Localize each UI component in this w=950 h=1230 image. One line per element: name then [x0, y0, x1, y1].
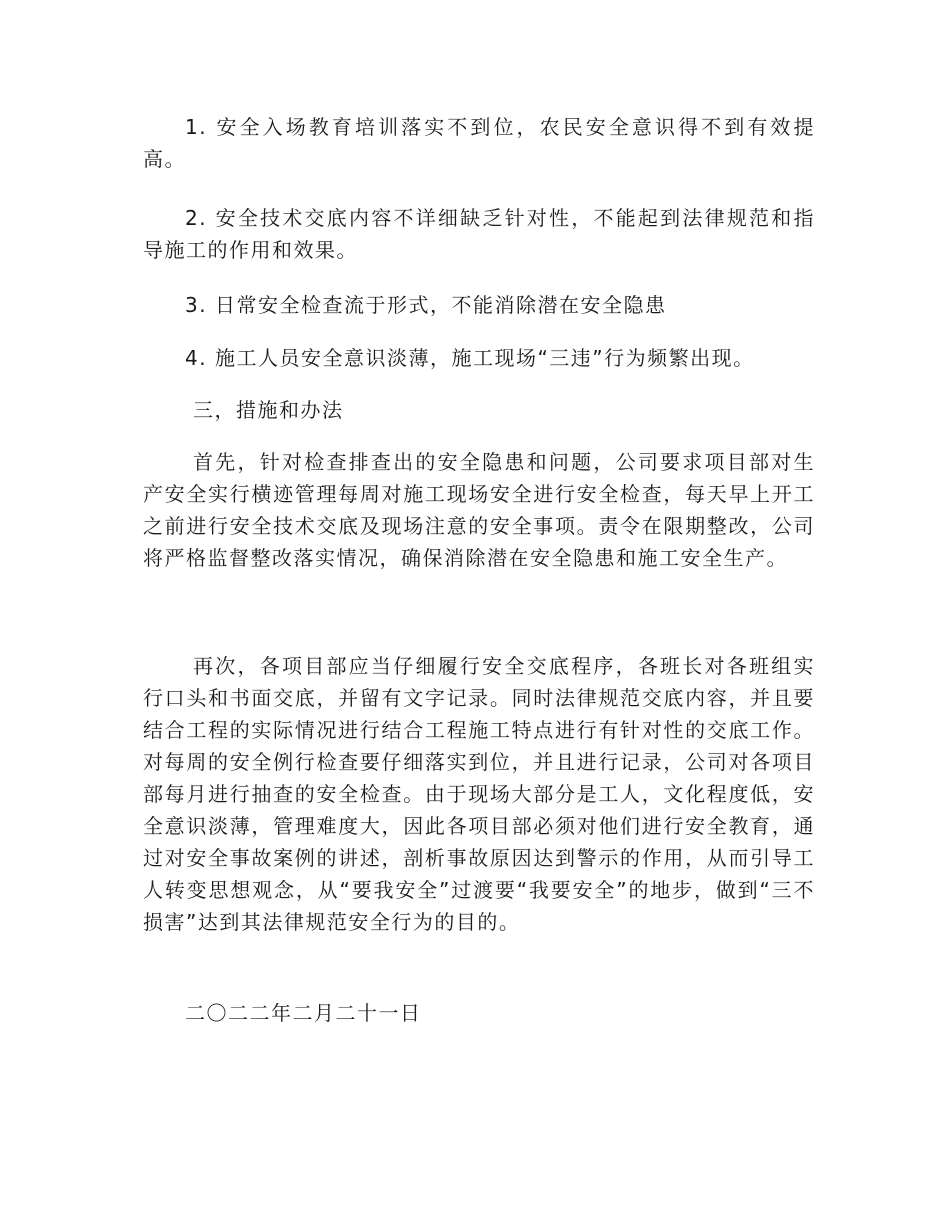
document-date: 二〇二二年二月二十一日	[185, 1001, 422, 1025]
list-item: 1. 安全入场教育培训落实不到位，农民安全意识得不到有效提高。	[143, 115, 815, 171]
body-paragraph: 再次，各项目部应当仔细履行安全交底程序，各班长对各班组实行口头和书面交底，并留有文字记录。同时法律规范交底内容，并且要结合工程的实际情况进行结合工程施工特点进行有针对性的交底工作。对每周的安全例行检查要仔细落实到位，并且进行记录，公司对各项目部每月进行抽查的安全检查。由于现场大部分是工人，文化程度低，安全意识淡薄，管理难度大，因此各项目部必须对他们进行安全教育，通过对安全事故案例的讲述，剖析事故原因达到警示的作用，从而引导工人转变思想观念，从“要我安全”过渡要“我要安全”的地步，做到“三不损害”达到其法律规范安全行为的目的。	[143, 654, 815, 934]
list-item: 3. 日常安全检查流于形式，不能消除潜在安全隐患	[185, 293, 667, 317]
section-heading: 三，措施和办法	[193, 398, 344, 422]
list-item: 4. 施工人员安全意识淡薄，施工现场“三违”行为频繁出现。	[185, 346, 755, 370]
list-item: 2. 安全技术交底内容不详细缺乏针对性，不能起到法律规范和指导施工的作用和效果。	[143, 206, 815, 262]
body-paragraph: 首先，针对检查排查出的安全隐患和问题，公司要求项目部对生产安全实行横迹管理每周对施工现场安全进行安全检查，每天早上开工之前进行安全技术交底及现场注意的安全事项。责令在限期整改，公司将严格监督整改落实情况，确保消除潜在安全隐患和施工安全生产。	[143, 450, 815, 570]
